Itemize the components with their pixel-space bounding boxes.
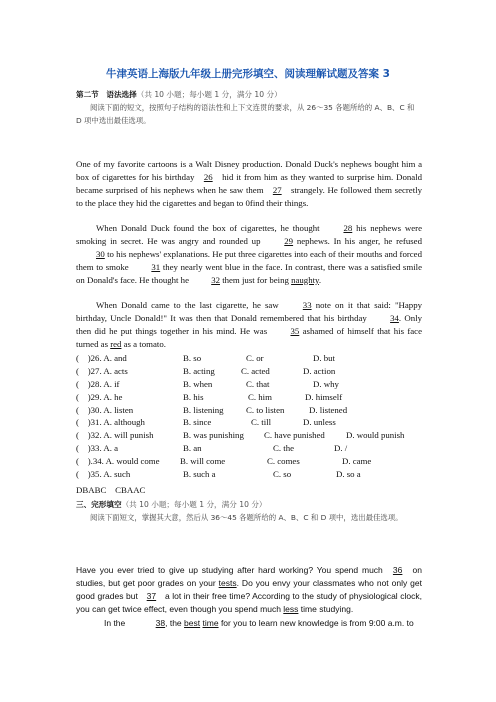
option-b: B. such a: [183, 469, 216, 480]
page-title: 牛津英语上海版九年级上册完形填空、阅读理解试题及答案 3: [106, 68, 390, 80]
text: ashamed of himself that his face turned as: [76, 325, 422, 349]
option-row: [76, 365, 426, 378]
text: a lot in their free time? According to the study of physiological clock, you can get twice effect, even though you spend much: [76, 591, 422, 614]
text: on studies, but get poor grades on your: [76, 565, 422, 588]
passage-2-paragraph-2: [76, 617, 422, 630]
option-c: C. him: [248, 391, 272, 402]
section-2-note: （共 10 小题；每小题 1 分，满分 10 分）: [136, 90, 282, 99]
text: When Donald Duck found the box of cigarettes, he thought: [96, 223, 320, 233]
text: . Only then did he put things together in his mind. He was: [76, 312, 422, 336]
text: they nearly went blue in the face. In contrast, there was a satisfied smile on Donald's face. He thought he: [76, 261, 422, 285]
text: time studying.: [300, 604, 354, 614]
option-b: B. acting: [183, 365, 215, 376]
option-c: C. or: [246, 353, 264, 363]
section-3-title: 三、完形填空: [76, 500, 122, 509]
option-b: B. was punishing: [183, 430, 244, 441]
text: his nephews were smoking in secret. He was angry and rounded up: [76, 223, 423, 246]
text: . Do you envy your classmates who not only get good grades but: [76, 578, 422, 601]
option-d: D. but: [313, 353, 335, 363]
option-d: D. came: [342, 456, 372, 467]
section-2-instructions: 阅读下面的短文，按照句子结构的语法性和上下文连贯的要求，从 26～35 各题所给的 A、B、C 和 D 项中选出最佳选项。: [76, 103, 415, 125]
option-d: D. /: [334, 443, 348, 454]
option-b: B. so: [183, 353, 202, 363]
blank-29: 29: [284, 235, 294, 246]
option-b: B. when: [183, 378, 213, 389]
text: them just for being: [222, 274, 289, 285]
passage-1-paragraph-1: [76, 158, 422, 210]
blank-32: 32: [211, 274, 220, 285]
option-c: C. have punished: [264, 430, 325, 441]
blank-36: 36: [392, 565, 403, 575]
text: In the: [104, 618, 126, 628]
option-b: B. will come: [180, 456, 226, 467]
blank-38: 38: [155, 618, 166, 628]
option-row: [76, 416, 426, 429]
text: Have you ever tried to give up studying after hard working? You spend much: [76, 565, 383, 575]
blank-35: 35: [290, 325, 300, 336]
option-d: D. himself: [305, 391, 343, 402]
text: for you to learn new knowledge is from 9:00 a.m. to: [220, 618, 414, 628]
option-a: ( )26. A. and: [76, 353, 127, 363]
blank-31: 31: [151, 261, 161, 272]
option-c: C. so: [273, 469, 292, 480]
passage-1-paragraph-2: [76, 222, 422, 287]
blank-28: 28: [343, 223, 353, 233]
section-3-note: （共 10 小题；每小题 1 分，满分 10 分）: [121, 500, 267, 509]
blank-27: 27: [272, 184, 282, 195]
option-c: C. comes: [267, 456, 300, 467]
option-c: C. the: [273, 443, 295, 454]
option-a: ( )31. A. although: [76, 417, 145, 428]
text: note on it that said: "Happy birthday, Uncle Donald!" It was then that Donald remembered that his birthday: [76, 300, 422, 323]
option-d: D. so a: [336, 469, 361, 480]
options-list: [76, 352, 426, 481]
option-a: ( ).34. A. would come: [76, 456, 160, 467]
text: One of my favorite cartoons is a Walt Disney production. Donald Duck's nephews bought him a box of cigarettes for his birthday: [76, 159, 422, 182]
option-d: D. unless: [303, 417, 336, 428]
option-row: [76, 352, 426, 365]
passage-1-paragraph-3: [76, 299, 422, 351]
section-3-heading: [76, 499, 267, 510]
option-b: B. an: [183, 443, 202, 454]
option-d: D. listened: [309, 404, 348, 415]
option-row: [76, 442, 426, 455]
option-a: ( )28. A. if: [76, 378, 120, 389]
option-b: B. listening: [183, 404, 224, 415]
option-row: [76, 455, 426, 468]
option-a: ( )32. A. will punish: [76, 430, 154, 441]
option-row: [76, 429, 426, 442]
blank-33: 33: [302, 300, 312, 310]
answer-key: DBABC CBAAC: [76, 485, 146, 495]
text: .: [318, 274, 322, 285]
option-b: B. his: [183, 391, 204, 402]
blank-34: 34: [390, 312, 399, 323]
blank-37: 37: [146, 591, 157, 601]
underlined-word: best: [184, 618, 201, 628]
text: , the: [165, 618, 182, 628]
option-a: ( )30. A. listen: [76, 404, 134, 415]
text: to his nephews' explanations. He put three cigarettes into each of their mouths and forced them to smoke: [76, 248, 422, 272]
option-d: D. would punish: [346, 430, 405, 441]
option-c: C. to listen: [246, 404, 285, 415]
option-b: B. since: [183, 417, 212, 428]
option-c: C. that: [246, 378, 270, 389]
option-a: ( )27. A. acts: [76, 365, 128, 376]
option-a: ( )29. A. he: [76, 391, 123, 402]
text: hid it from him as they wanted to surprise him. Donald became surprised of his nephews when he saw them: [76, 171, 423, 195]
option-row: [76, 378, 426, 391]
option-c: C. till: [251, 417, 272, 428]
underlined-word: tests: [218, 578, 237, 588]
text: strangely. He followed them secretly to the place they hid the cigarettes and began to 0find their things.: [76, 184, 423, 208]
section-2-heading: [76, 89, 282, 100]
option-a: ( )35. A. such: [76, 469, 131, 480]
text: When Donald came to the last cigarette, he saw: [96, 300, 279, 310]
option-d: D. why: [313, 378, 339, 389]
option-row: [76, 404, 426, 417]
blank-26: 26: [203, 171, 213, 182]
option-row: [76, 468, 426, 481]
underlined-word: red: [110, 338, 122, 349]
option-row: [76, 391, 426, 404]
underlined-word: less: [283, 604, 299, 614]
option-d: D. action: [303, 365, 336, 376]
text: as a tomato.: [123, 338, 166, 349]
underlined-word: time: [202, 618, 219, 628]
option-a: ( )33. A. a: [76, 443, 119, 454]
underlined-word: naughty: [291, 274, 319, 285]
passage-2-paragraph-1: [76, 564, 422, 616]
section-3-instructions: 阅读下面短文，掌握其大意，然后从 36～45 各题所给的 A、B、C 和 D 项中，选出最佳选项。: [90, 513, 403, 522]
text: nephews. In his anger, he refused: [296, 235, 422, 246]
option-c: C. acted: [241, 365, 270, 376]
blank-30: 30: [96, 248, 105, 259]
section-2-title: 第二节 语法选择: [76, 90, 137, 99]
